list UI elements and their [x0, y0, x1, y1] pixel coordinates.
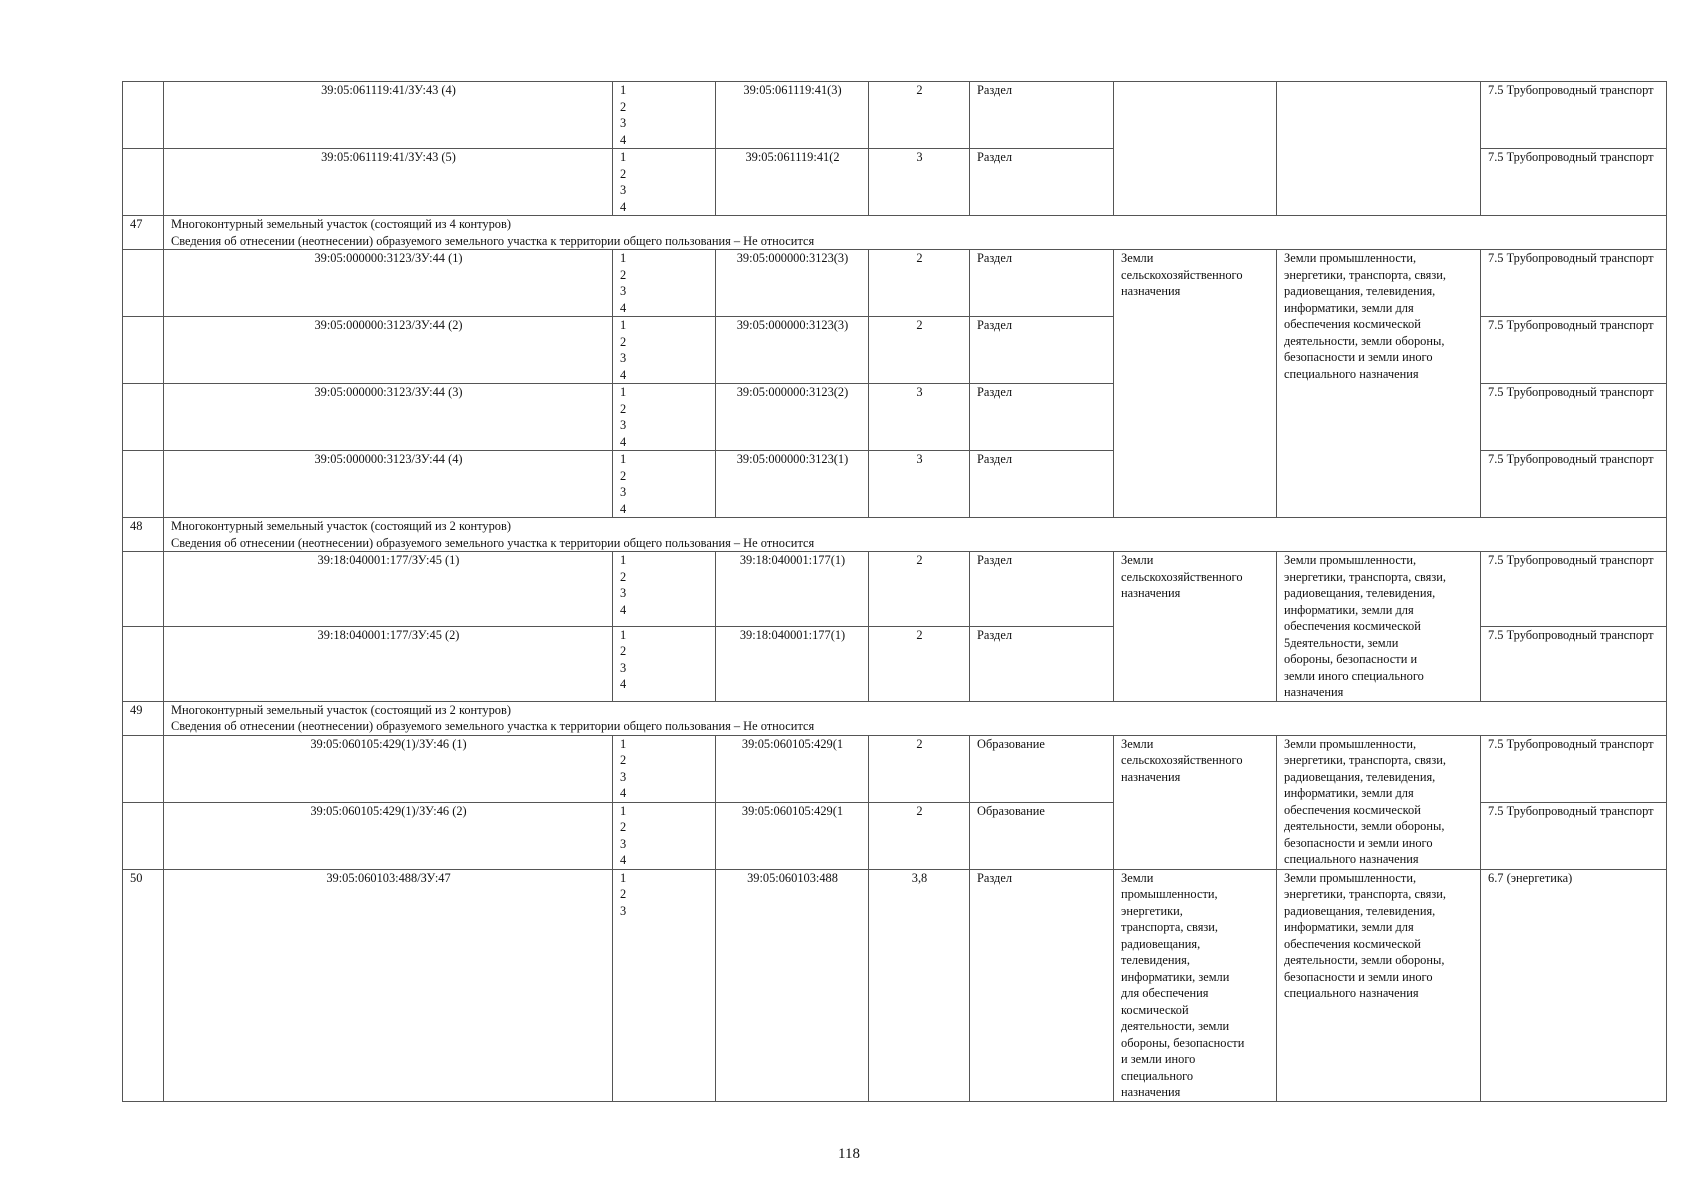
source-cadastral-number: 39:05:061119:41(3)	[716, 82, 869, 149]
group-header-line-1: Многоконтурный земельный участок (состоящий из 2 контуров)	[171, 702, 511, 717]
permitted-use: 7.5 Трубопроводный транспорт	[1481, 82, 1667, 149]
source-cadastral-number: 39:05:060105:429(1	[716, 735, 869, 802]
plot-designation: 39:05:060103:488/ЗУ:47	[164, 869, 613, 1101]
land-category-new	[1277, 82, 1481, 216]
category-number: 2	[869, 82, 970, 149]
category-number: 3,8	[869, 869, 970, 1101]
plot-designation: 39:05:000000:3123/ЗУ:44 (1)	[164, 250, 613, 317]
permitted-use: 7.5 Трубопроводный транспорт	[1481, 250, 1667, 317]
land-category	[1114, 82, 1277, 216]
plot-designation: 39:18:040001:177/ЗУ:45 (1)	[164, 552, 613, 627]
row-number	[123, 250, 164, 317]
row-number	[123, 149, 164, 216]
point-numbers: 1 2 3 4	[613, 82, 716, 149]
group-number: 48	[123, 518, 164, 552]
row-number	[123, 626, 164, 701]
group-number: 49	[123, 701, 164, 735]
formation-method: Раздел	[970, 149, 1114, 216]
plot-designation: 39:05:060105:429(1)/ЗУ:46 (1)	[164, 735, 613, 802]
land-category: Земли сельскохозяйственного назначения	[1114, 735, 1277, 869]
permitted-use: 6.7 (энергетика)	[1481, 869, 1667, 1101]
permitted-use: 7.5 Трубопроводный транспорт	[1481, 626, 1667, 701]
category-number: 2	[869, 250, 970, 317]
land-category-new: Земли промышленности, энергетики, транспорта, связи, радиовещания, телевидения, информатики, земли для обеспечения космической деятельности, земли обороны, безопасности и земли иного специального назначения	[1277, 869, 1481, 1101]
point-numbers: 1 2 3	[613, 869, 716, 1101]
formation-method: Раздел	[970, 626, 1114, 701]
land-category: Земли сельскохозяйственного назначения	[1114, 250, 1277, 518]
formation-method: Раздел	[970, 451, 1114, 518]
land-category: Земли сельскохозяйственного назначения	[1114, 552, 1277, 702]
group-header	[164, 216, 1667, 250]
plot-designation: 39:05:060105:429(1)/ЗУ:46 (2)	[164, 802, 613, 869]
point-numbers: 1 2 3 4	[613, 149, 716, 216]
row-number	[123, 384, 164, 451]
point-numbers: 1 2 3 4	[613, 626, 716, 701]
source-cadastral-number: 39:05:061119:41(2	[716, 149, 869, 216]
formation-method: Образование	[970, 802, 1114, 869]
group-header-row	[123, 216, 1667, 250]
point-numbers: 1 2 3 4	[613, 802, 716, 869]
group-header-row	[123, 518, 1667, 552]
table-body	[123, 82, 1667, 1102]
permitted-use: 7.5 Трубопроводный транспорт	[1481, 384, 1667, 451]
source-cadastral-number: 39:05:000000:3123(3)	[716, 250, 869, 317]
category-number: 3	[869, 149, 970, 216]
plot-designation: 39:18:040001:177/ЗУ:45 (2)	[164, 626, 613, 701]
point-numbers: 1 2 3 4	[613, 317, 716, 384]
category-number: 2	[869, 317, 970, 384]
row-number	[123, 735, 164, 802]
land-category-new: Земли промышленности, энергетики, транспорта, связи, радиовещания, телевидения, информатики, земли для обеспечения космической деятельности, земли обороны, безопасности и земли иного специального назначения	[1277, 735, 1481, 869]
group-header-line-2: Сведения об отнесении (неотнесении) образуемого земельного участка к территории общего пользования – Не относится	[171, 233, 815, 248]
page-number: 118	[838, 1146, 860, 1162]
permitted-use: 7.5 Трубопроводный транспорт	[1481, 552, 1667, 627]
land-category-new: Земли промышленности, энергетики, транспорта, связи, радиовещания, телевидения, информатики, земли для обеспечения космической деятельности, земли обороны, безопасности и земли иного специального назначения	[1277, 250, 1481, 518]
category-number: 3	[869, 384, 970, 451]
formation-method: Раздел	[970, 250, 1114, 317]
land-category-new: Земли промышленности, энергетики, транспорта, связи, радиовещания, телевидения, информатики, земли для обеспечения космической 5деятельности, земли обороны, безопасности и земли иного специального назначения	[1277, 552, 1481, 702]
formation-method: Образование	[970, 735, 1114, 802]
category-number: 3	[869, 451, 970, 518]
category-number: 2	[869, 552, 970, 627]
permitted-use: 7.5 Трубопроводный транспорт	[1481, 149, 1667, 216]
formation-method: Раздел	[970, 869, 1114, 1101]
formation-method: Раздел	[970, 82, 1114, 149]
formation-method: Раздел	[970, 552, 1114, 627]
row-number	[123, 451, 164, 518]
source-cadastral-number: 39:18:040001:177(1)	[716, 626, 869, 701]
permitted-use: 7.5 Трубопроводный транспорт	[1481, 451, 1667, 518]
table-row	[123, 552, 1667, 627]
group-header-line-2: Сведения об отнесении (неотнесении) образуемого земельного участка к территории общего пользования – Не относится	[171, 535, 815, 550]
formation-method: Раздел	[970, 384, 1114, 451]
permitted-use: 7.5 Трубопроводный транспорт	[1481, 317, 1667, 384]
source-cadastral-number: 39:05:060105:429(1	[716, 802, 869, 869]
plot-designation: 39:05:000000:3123/ЗУ:44 (3)	[164, 384, 613, 451]
row-number	[123, 552, 164, 627]
table-row	[123, 82, 1667, 149]
plot-designation: 39:05:000000:3123/ЗУ:44 (2)	[164, 317, 613, 384]
formation-method: Раздел	[970, 317, 1114, 384]
category-number: 2	[869, 735, 970, 802]
plot-designation: 39:05:000000:3123/ЗУ:44 (4)	[164, 451, 613, 518]
point-numbers: 1 2 3 4	[613, 250, 716, 317]
permitted-use: 7.5 Трубопроводный транспорт	[1481, 735, 1667, 802]
plot-designation: 39:05:061119:41/ЗУ:43 (5)	[164, 149, 613, 216]
group-header	[164, 518, 1667, 552]
group-header-line-2: Сведения об отнесении (неотнесении) образуемого земельного участка к территории общего пользования – Не относится	[171, 719, 815, 733]
category-number: 2	[869, 802, 970, 869]
group-header-line-1: Многоконтурный земельный участок (состоящий из 4 контуров)	[171, 217, 511, 231]
row-number: 50	[123, 869, 164, 1101]
point-numbers: 1 2 3 4	[613, 735, 716, 802]
source-cadastral-number: 39:05:000000:3123(2)	[716, 384, 869, 451]
table-row	[123, 250, 1667, 317]
source-cadastral-number: 39:05:060103:488	[716, 869, 869, 1101]
point-numbers: 1 2 3 4	[613, 451, 716, 518]
source-cadastral-number: 39:05:000000:3123(1)	[716, 451, 869, 518]
source-cadastral-number: 39:18:040001:177(1)	[716, 552, 869, 627]
group-header	[164, 701, 1667, 735]
group-header-row	[123, 701, 1667, 735]
row-number	[123, 82, 164, 149]
plot-designation: 39:05:061119:41/ЗУ:43 (4)	[164, 82, 613, 149]
land-plots-table	[122, 81, 1667, 1102]
group-number: 47	[123, 216, 164, 250]
category-number: 2	[869, 626, 970, 701]
source-cadastral-number: 39:05:000000:3123(3)	[716, 317, 869, 384]
point-numbers: 1 2 3 4	[613, 384, 716, 451]
table-row	[123, 869, 1667, 1101]
table-row	[123, 735, 1667, 802]
land-category: Земли промышленности, энергетики, транспорта, связи, радиовещания, телевидения, информатики, земли для обеспечения космической деятельности, земли обороны, безопасности и земли иного специального назначения	[1114, 869, 1277, 1101]
group-header-line-1: Многоконтурный земельный участок (состоящий из 2 контуров)	[171, 519, 511, 533]
row-number	[123, 802, 164, 869]
point-numbers: 1 2 3 4	[613, 552, 716, 627]
permitted-use: 7.5 Трубопроводный транспорт	[1481, 802, 1667, 869]
row-number	[123, 317, 164, 384]
